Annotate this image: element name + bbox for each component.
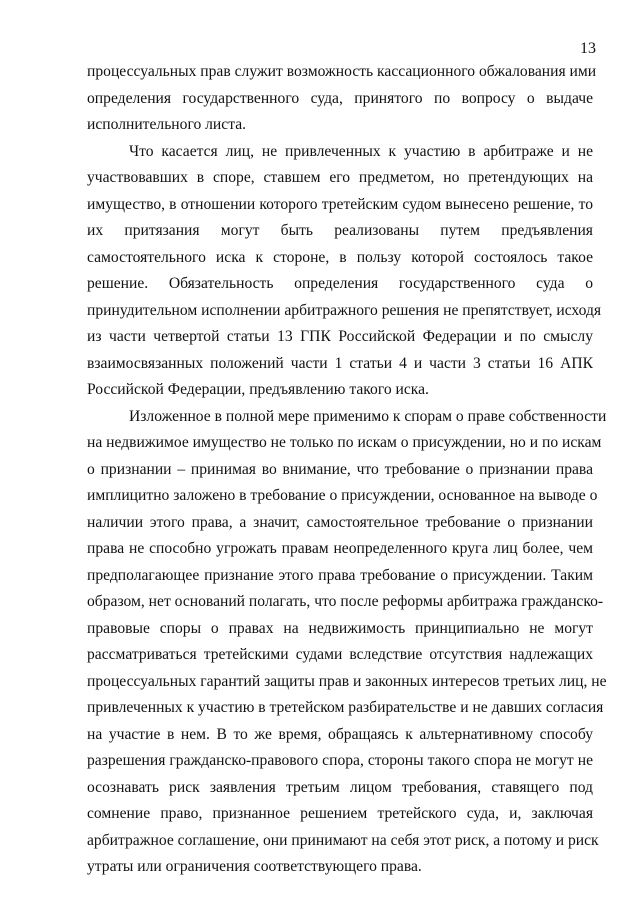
text-line: привлеченных к участию в третейском разбирательстве и не давших согласия xyxy=(87,699,604,716)
text-line: на недвижимое имущество не только по искам о присуждении, но и по искам xyxy=(87,434,602,451)
paragraph xyxy=(87,404,607,881)
text-line: определения государственного суда, принятого по вопросу о выдаче xyxy=(87,89,593,107)
text-line: участвовавших в споре, ставшем его предметом, но претендующих на xyxy=(87,169,593,186)
text-line: взаимосвязанных положений части 1 статьи 4 и части 3 статьи 16 АПК xyxy=(87,354,593,372)
text-line: исполнительного листа. xyxy=(87,116,247,133)
text-line: Что касается лиц, не привлеченных к участию в арбитраже и не xyxy=(129,142,593,160)
text-line: образом, нет оснований полагать, что после реформы арбитража гражданско- xyxy=(87,593,604,610)
text-line: принудительном исполнении арбитражного решения не препятствует, исходя xyxy=(87,301,602,319)
text-line: утраты или ограничения соответствующего права. xyxy=(87,858,422,875)
paragraph xyxy=(87,139,602,404)
text-line: самостоятельного иска к стороне, в пользу которой состоялось такое xyxy=(87,248,593,266)
text-line: правовые споры о правах на недвижимость принципиально не могут xyxy=(87,619,593,637)
text-line: рассматриваться третейскими судами вследствие отсутствия надлежащих xyxy=(87,646,593,663)
body-text xyxy=(87,59,607,881)
text-line: их притязания могут быть реализованы путем предъявления xyxy=(87,222,593,239)
text-line: имущество, в отношении которого третейским судом вынесено решение, то xyxy=(87,195,593,213)
text-line: процессуальных гарантий защиты прав и законных интересов третьих лиц, не xyxy=(87,672,607,690)
text-line: арбитражное соглашение, они принимают на себя этот риск, а потому и риск xyxy=(87,831,599,849)
text-line: осознавать риск заявления третьим лицом требования, ставящего под xyxy=(87,778,593,796)
text-line: на участие в нем. В то же время, обращаясь к альтернативному способу xyxy=(87,725,593,743)
text-line: процессуальных прав служит возможность кассационного обжалования ими xyxy=(87,63,597,80)
text-line: разрешения гражданско-правового спора, стороны такого спора не могут не xyxy=(87,752,593,769)
text-line: наличии этого права, а значит, самостоятельное требование о признании xyxy=(87,513,593,531)
text-line: предполагающее признание этого права требование о присуждении. Таким xyxy=(87,566,593,584)
text-line: сомнение право, признанное решением третейского суда, и, заключая xyxy=(87,805,593,822)
text-line: Российской Федерации, предъявлению такого иска. xyxy=(87,381,429,398)
text-line: из части четвертой статьи 13 ГПК Российской Федерации и по смыслу xyxy=(87,328,593,345)
text-line: Изложенное в полной мере применимо к спорам о праве собственности xyxy=(129,407,607,425)
text-line: имплицитно заложено в требование о присуждении, основанное на выводе о xyxy=(87,487,598,504)
text-line: решение. Обязательность определения государственного суда о xyxy=(87,275,593,292)
page-number: 13 xyxy=(580,40,596,57)
text-line: о признании – принимая во внимание, что требование о признании права xyxy=(87,460,593,478)
paragraph xyxy=(87,59,597,139)
text-line: права не способно угрожать правам неопределенного круга лиц более, чем xyxy=(87,540,593,557)
